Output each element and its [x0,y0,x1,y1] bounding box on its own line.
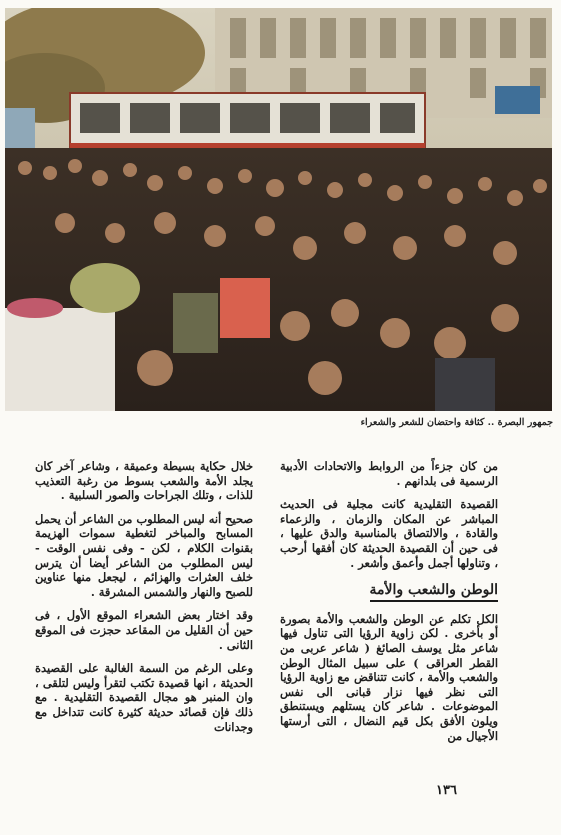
right-paragraph-3: الكل تكلم عن الوطن والشعب والأمة بصورة أو بأخرى . لكن زاوية الرؤيا التى تناول فيها شاعر مثل يوسف الصائغ ( شاعر عربى من القطر العراقى ) على سبيل المثال الوطن والشعب والأمة ، كانت تتناقض مع زاوية الرؤيا التى نظر فيها نزار قبانى الى نفس الموضوعات . شاعر كان يستلهم ويستنطق ويلون الأفق بكل قيم النضال ، التى أرستها الأجيال من [280,611,498,743]
crowd-photo [5,8,552,411]
section-heading: الوطن والشعب والأمة [370,583,498,602]
left-paragraph-1: خلال حكاية بسيطة وعميقة ، وشاعر آخر كان يجلد الأمة والشعب بسوط من رغبة التعذيب للذات ، وتلك الجراحات والصور السلبية . [35,459,253,503]
left-paragraph-4: وعلى الرغم من السمة الغالبة على القصيدة الحديثة ، انها قصيدة تكتب لتقرأ وليس لتلقى ، وان المنبر هو مجال القصيدة التقليدية . مع ذلك فإن قصائد حديثة كثيرة كانت تتداخل مع وجدانات [35,661,253,734]
photo-caption: جمهور البصرة .. كثافة واحتضان للشعر والشعراء [360,417,553,428]
right-column [280,459,498,752]
right-paragraph-1: من كان جزءاً من الروابط والاتحادات الأدبية الرسمية فى بلدانهم . [280,459,498,488]
left-paragraph-3: وقد اختار بعض الشعراء الموقع الأول ، فى حين أن القليل من المقاعد حجزت فى الموقع الثانى . [35,608,253,652]
left-column [35,459,253,743]
page-number: ١٣٦ [436,783,457,798]
right-paragraph-2: القصيدة التقليدية كانت مجلية فى الحديث المباشر عن المكان والزمان ، والزعماء والقادة ، والالتصاق بالمناسبة والدق عليها ، فى حين أن القصيدة الحديثة كان أفقها أرحب ، وتناولها أجمل وأعمق وأشعر . [280,497,498,570]
left-paragraph-2: صحيح أنه ليس المطلوب من الشاعر أن يحمل المسابح والمباخر لتغطية سموات الهزيمة بقنوات الكلام ، لكن - وفى نفس الوقت - ليس المطلوب من الشاعر أيضا أن يترس خلف العثرات والهزائم ، ليجعل منها عناوين للصبح والنهار والشمس المشرقة . [35,511,253,599]
crowd-photo-illustration [5,8,552,411]
